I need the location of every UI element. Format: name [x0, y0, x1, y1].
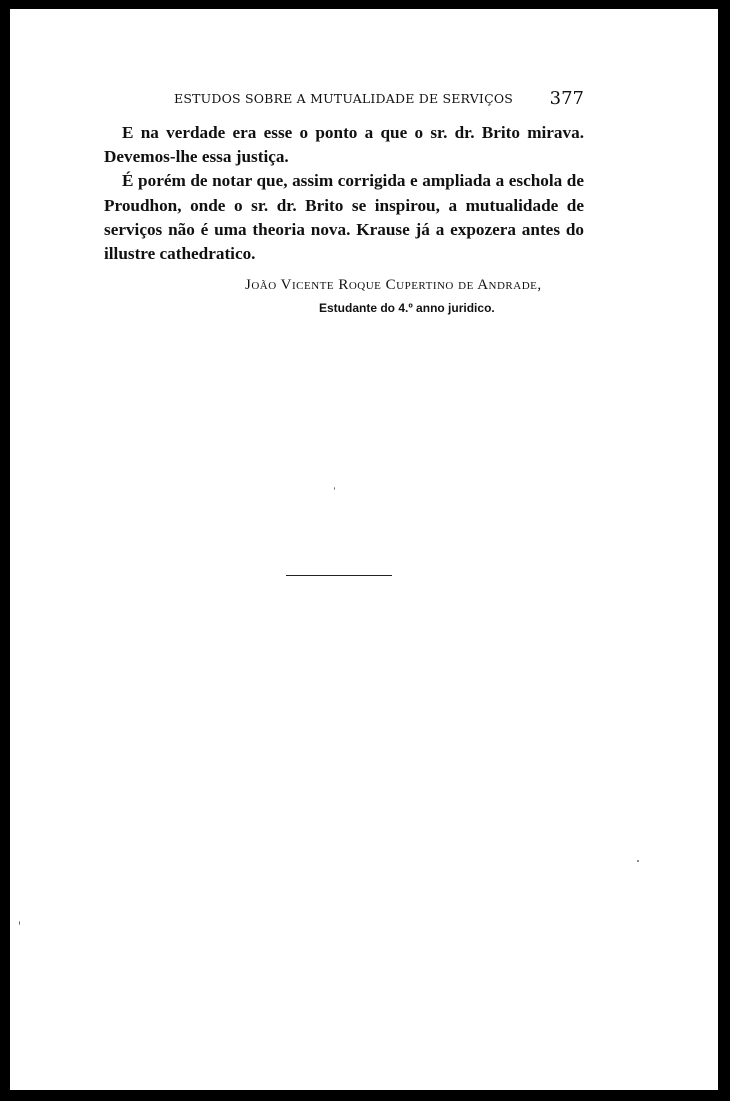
author-signature: João Vicente Roque Cupertino de Andrade, [245, 277, 542, 293]
running-title: ESTUDOS SOBRE A MUTUALIDADE DE SERVIÇOS [174, 91, 514, 106]
running-head [174, 88, 584, 112]
paper-speck [19, 921, 20, 925]
body-text [104, 121, 584, 266]
page-number: 377 [549, 88, 584, 109]
paragraph: É porém de notar que, assim corrigida e ampliada a eschola de Proudhon, onde o sr. dr. Brito se inspirou, a mutualidade de serviços não é uma theoria nova. Krause já a expozera antes do illustre cathedratico. [104, 171, 584, 264]
book-page [10, 9, 718, 1090]
author-title: Estudante do 4.º anno juridico. [319, 301, 495, 315]
paper-speck [637, 860, 639, 862]
paper-speck [334, 487, 335, 490]
section-divider [286, 575, 392, 576]
paragraph: E na verdade era esse o ponto a que o sr. dr. Brito mirava. Devemos-lhe essa justiça. [104, 123, 584, 167]
